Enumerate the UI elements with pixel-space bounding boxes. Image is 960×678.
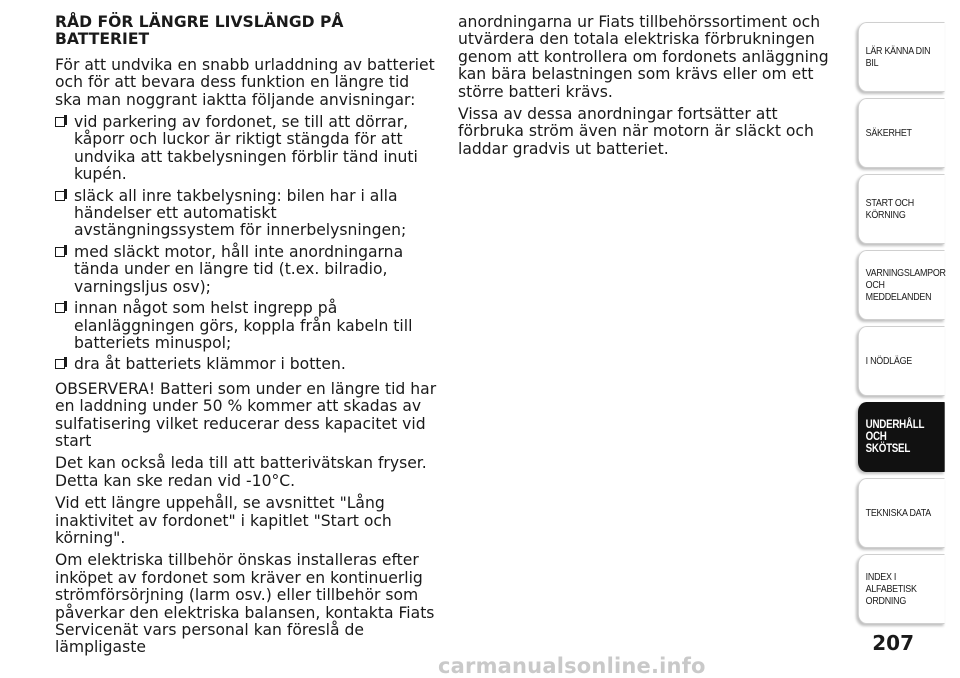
- tab-underhall-och-skotsel[interactable]: UNDERHÅLL OCH SKÖTSEL: [858, 402, 945, 472]
- list-item-text: släck all inre takbelysning: bilen har i alla händelser ett automatiskt avstängningssystem för innerbelysningen;: [74, 186, 407, 240]
- chapter-tabs: [858, 22, 960, 630]
- tab-tekniska-data[interactable]: TEKNISKA DATA: [858, 478, 945, 548]
- tab-index[interactable]: INDEX I ALFABETISK ORDNING: [858, 554, 945, 624]
- tab-lar-kanna-din-bil[interactable]: LÄR KÄNNA DIN BIL: [858, 22, 945, 92]
- intro-paragraph: För att undvika en snabb urladdning av batteriet och för att bevara dess funktion en längre tid ska man noggrant iaktta följande anvisningar:: [55, 55, 435, 109]
- list-item-text: med släckt motor, håll inte anordningarna tända under en längre tid (t.ex. bilradio, varningsljus osv);: [74, 242, 404, 296]
- tab-i-nodlage[interactable]: I NÖDLÄGE: [858, 326, 945, 396]
- tab-varningslampor[interactable]: VARNINGSLAMPOR OCH MEDDELANDEN: [858, 250, 945, 320]
- continuation-paragraph: anordningarna ur Fiats tillbehörssortiment och utvärdera den totala elektriska förbrukningen genom att kontrollera om fordonets anläggning kan bära belastningen som krävs eller om ett större batteri krävs.: [458, 13, 829, 101]
- list-item: [55, 114, 440, 184]
- list-item-text: innan något som helst ingrepp på elanläggningen görs, koppla från kabeln till batteriets minuspol;: [74, 299, 413, 352]
- watermark: carmanualsonline.info: [438, 654, 706, 678]
- accessories-paragraph: Om elektriska tillbehör önskas installeras efter inköpet av fordonet som kräver en kontinuerlig strömförsörjning (larm osv.) eller tillbehör som påverkar den elektriska balansen, kontakta Fiats Servicenät vars personal kan föreslå de lämpligaste: [55, 551, 435, 657]
- list-item: [55, 356, 440, 373]
- checkbox-bullet-icon: [55, 117, 65, 127]
- list-item: [55, 300, 440, 352]
- list-item-text: vid parkering av fordonet, se till att dörrar, kåporr och luckor är riktigt stängda för att undvika att takbelysningen förblir tänd inuti kupén.: [74, 113, 418, 184]
- checkbox-bullet-icon: [55, 247, 65, 257]
- page-number: 207: [872, 631, 914, 655]
- checkbox-bullet-icon: [55, 359, 65, 369]
- tab-sakerhet[interactable]: SÄKERHET: [858, 98, 945, 168]
- checkbox-bullet-icon: [55, 303, 65, 313]
- section-heading: RÅD FÖR LÄNGRE LIVSLÄNGD PÅ BATTERIET: [55, 13, 344, 49]
- consumption-paragraph: Vissa av dessa anordningar fortsätter att förbruka ström även när motorn är släckt och laddar gradvis ut batteriet.: [458, 105, 814, 158]
- inactivity-paragraph: Vid ett längre uppehåll, se avsnittet "Lång inaktivitet av fordonet" i kapitlet "Start och körning".: [55, 494, 392, 547]
- bullet-list: [55, 114, 440, 374]
- right-column: [458, 14, 833, 163]
- list-item: [55, 244, 440, 296]
- list-item-text: dra åt batteriets klämmor i botten.: [74, 355, 346, 374]
- checkbox-bullet-icon: [55, 191, 65, 201]
- tab-start-och-korning[interactable]: START OCH KÖRNING: [858, 174, 945, 244]
- left-column: [55, 14, 440, 662]
- list-item: [55, 188, 440, 240]
- freeze-paragraph: Det kan också leda till att batterivätskan fryser. Detta kan ske redan vid -10°C.: [55, 454, 427, 490]
- warning-paragraph: OBSERVERA! Batteri som under en längre tid har en laddning under 50 % kommer att skadas av sulfatisering vilket reducerar dess kapacitet vid start: [55, 379, 437, 450]
